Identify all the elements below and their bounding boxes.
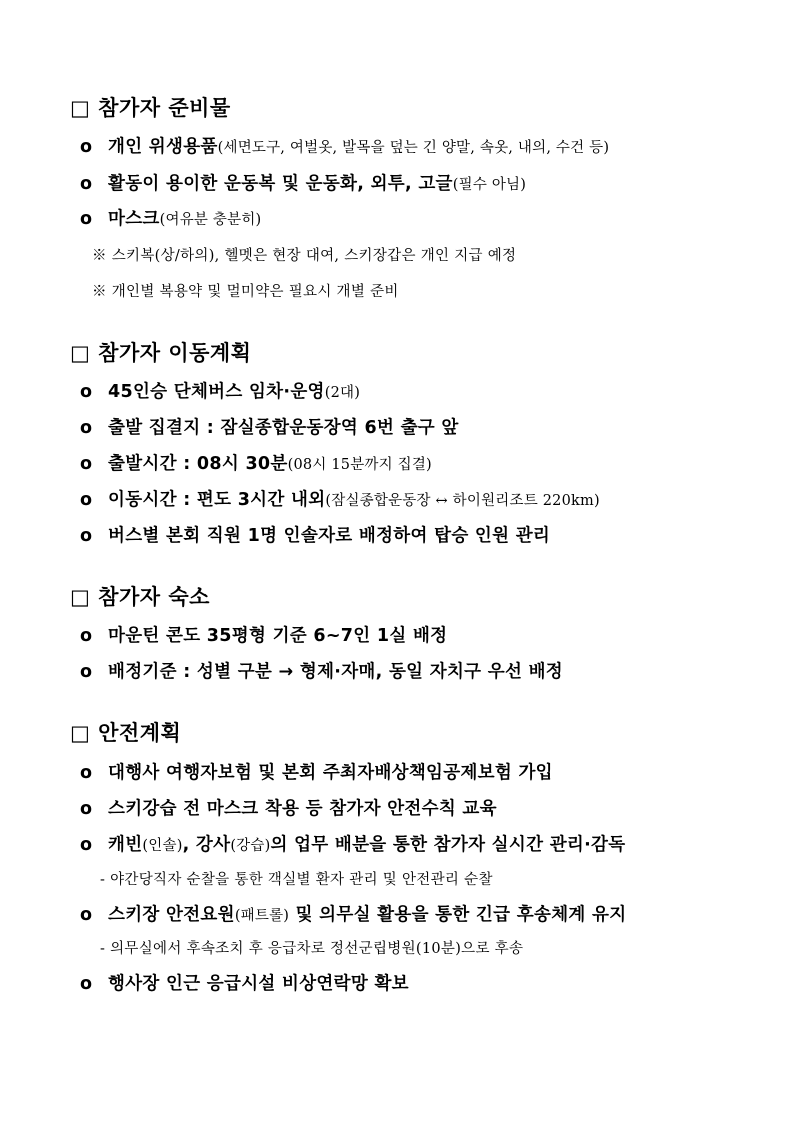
item-sub-text: (패트롤) xyxy=(234,908,290,924)
list-item xyxy=(80,488,600,513)
item-main-text: 의 업무 배분을 통한 참가자 실시간 관리·감독 xyxy=(270,835,626,855)
bullet-marker: o xyxy=(80,209,93,229)
bullet-marker: o xyxy=(80,418,93,438)
note-text: - 의무실에서 후속조치 후 응급차로 정선군립병원(10분)으로 후송 xyxy=(100,941,524,957)
section-heading-transport: □ 참가자 이동계획 xyxy=(70,341,252,365)
bullet-marker: o xyxy=(80,526,93,546)
item-sub-text: (세면도구, 여벌옷, 발목을 덮는 긴 양말, 속옷, 내의, 수건 등) xyxy=(217,140,610,156)
list-item xyxy=(80,833,625,858)
list-item xyxy=(80,524,550,548)
bullet-marker: o xyxy=(80,382,93,402)
item-main-text: 대행사 여행자보험 및 본회 주최자배상책임공제보험 가입 xyxy=(108,763,553,783)
list-item xyxy=(80,903,626,928)
item-main-text: 마스크 xyxy=(108,209,160,229)
list-item xyxy=(80,172,526,197)
item-sub-text: (인솔) xyxy=(142,838,183,854)
note-text: - 야간당직자 순찰을 통한 객실별 환자 관리 및 안전관리 순찰 xyxy=(100,872,493,888)
item-main-text: 활동이 용이한 운동복 및 운동화, 외투, 고글 xyxy=(108,174,453,194)
item-main-text: 45인승 단체버스 임차·운영 xyxy=(108,382,325,402)
item-main-text: 스키강습 전 마스크 착용 등 참가자 안전수칙 교육 xyxy=(108,799,497,819)
item-main-text: 개인 위생용품 xyxy=(108,137,218,157)
item-sub-text: (잠실종합운동장 ↔ 하이원리조트 220km) xyxy=(325,493,600,509)
bullet-marker: o xyxy=(80,626,93,646)
list-item xyxy=(80,416,459,440)
item-main-text: 이동시간 : 편도 3시간 내외 xyxy=(108,490,326,510)
note-text: ※ 스키복(상/하의), 헬멧은 현장 대여, 스키장갑은 개인 지급 예정 xyxy=(92,248,517,264)
item-main-text: 행사장 인근 응급시설 비상연락망 확보 xyxy=(108,974,409,994)
bullet-marker: o xyxy=(80,174,93,194)
item-sub-text: (08시 15분까지 집결) xyxy=(287,457,432,473)
bullet-marker: o xyxy=(80,454,93,474)
item-main-text: 출발시간 : 08시 30분 xyxy=(108,454,288,474)
item-main-text: 스키장 안전요원 xyxy=(108,905,235,925)
bullet-marker: o xyxy=(80,137,93,157)
item-main-text: 캐빈 xyxy=(108,835,143,855)
list-item xyxy=(80,660,563,684)
bullet-marker: o xyxy=(80,974,93,994)
list-item xyxy=(80,380,360,405)
list-item xyxy=(80,624,447,648)
list-item xyxy=(80,972,409,996)
section-heading-safety: □ 안전계획 xyxy=(70,721,182,745)
bullet-marker: o xyxy=(80,490,93,510)
bullet-marker: o xyxy=(80,835,93,855)
item-sub-text: (2대) xyxy=(324,385,361,401)
item-main-text: 버스별 본회 직원 1명 인솔자로 배정하여 탑승 인원 관리 xyxy=(108,526,551,546)
item-sub-text: (필수 아님) xyxy=(452,177,527,193)
item-main-text: 마운틴 콘도 35평형 기준 6~7인 1실 배정 xyxy=(108,626,448,646)
section-heading-lodging: □ 참가자 숙소 xyxy=(70,585,210,609)
bullet-marker: o xyxy=(80,799,93,819)
item-sub-text: (강습) xyxy=(230,838,271,854)
item-main-text: 및 의무실 활용을 통한 긴급 후송체계 유지 xyxy=(289,905,627,925)
bullet-marker: o xyxy=(80,905,93,925)
bullet-marker: o xyxy=(80,662,93,682)
list-item xyxy=(80,761,553,785)
list-item xyxy=(80,452,432,477)
item-main-text: 배정기준 : 성별 구분 → 형제·자매, 동일 자치구 우선 배정 xyxy=(108,662,563,682)
item-sub-text: (여유분 충분히) xyxy=(159,212,262,228)
item-main-text: , 강사 xyxy=(182,835,231,855)
section-heading-preparation: □ 참가자 준비물 xyxy=(70,96,231,120)
bullet-marker: o xyxy=(80,763,93,783)
list-item xyxy=(80,797,497,821)
list-item xyxy=(80,207,261,232)
item-main-text: 출발 집결지 : 잠실종합운동장역 6번 출구 앞 xyxy=(108,418,459,438)
note-text: ※ 개인별 복용약 및 멀미약은 필요시 개별 준비 xyxy=(92,284,399,300)
list-item xyxy=(80,135,609,160)
